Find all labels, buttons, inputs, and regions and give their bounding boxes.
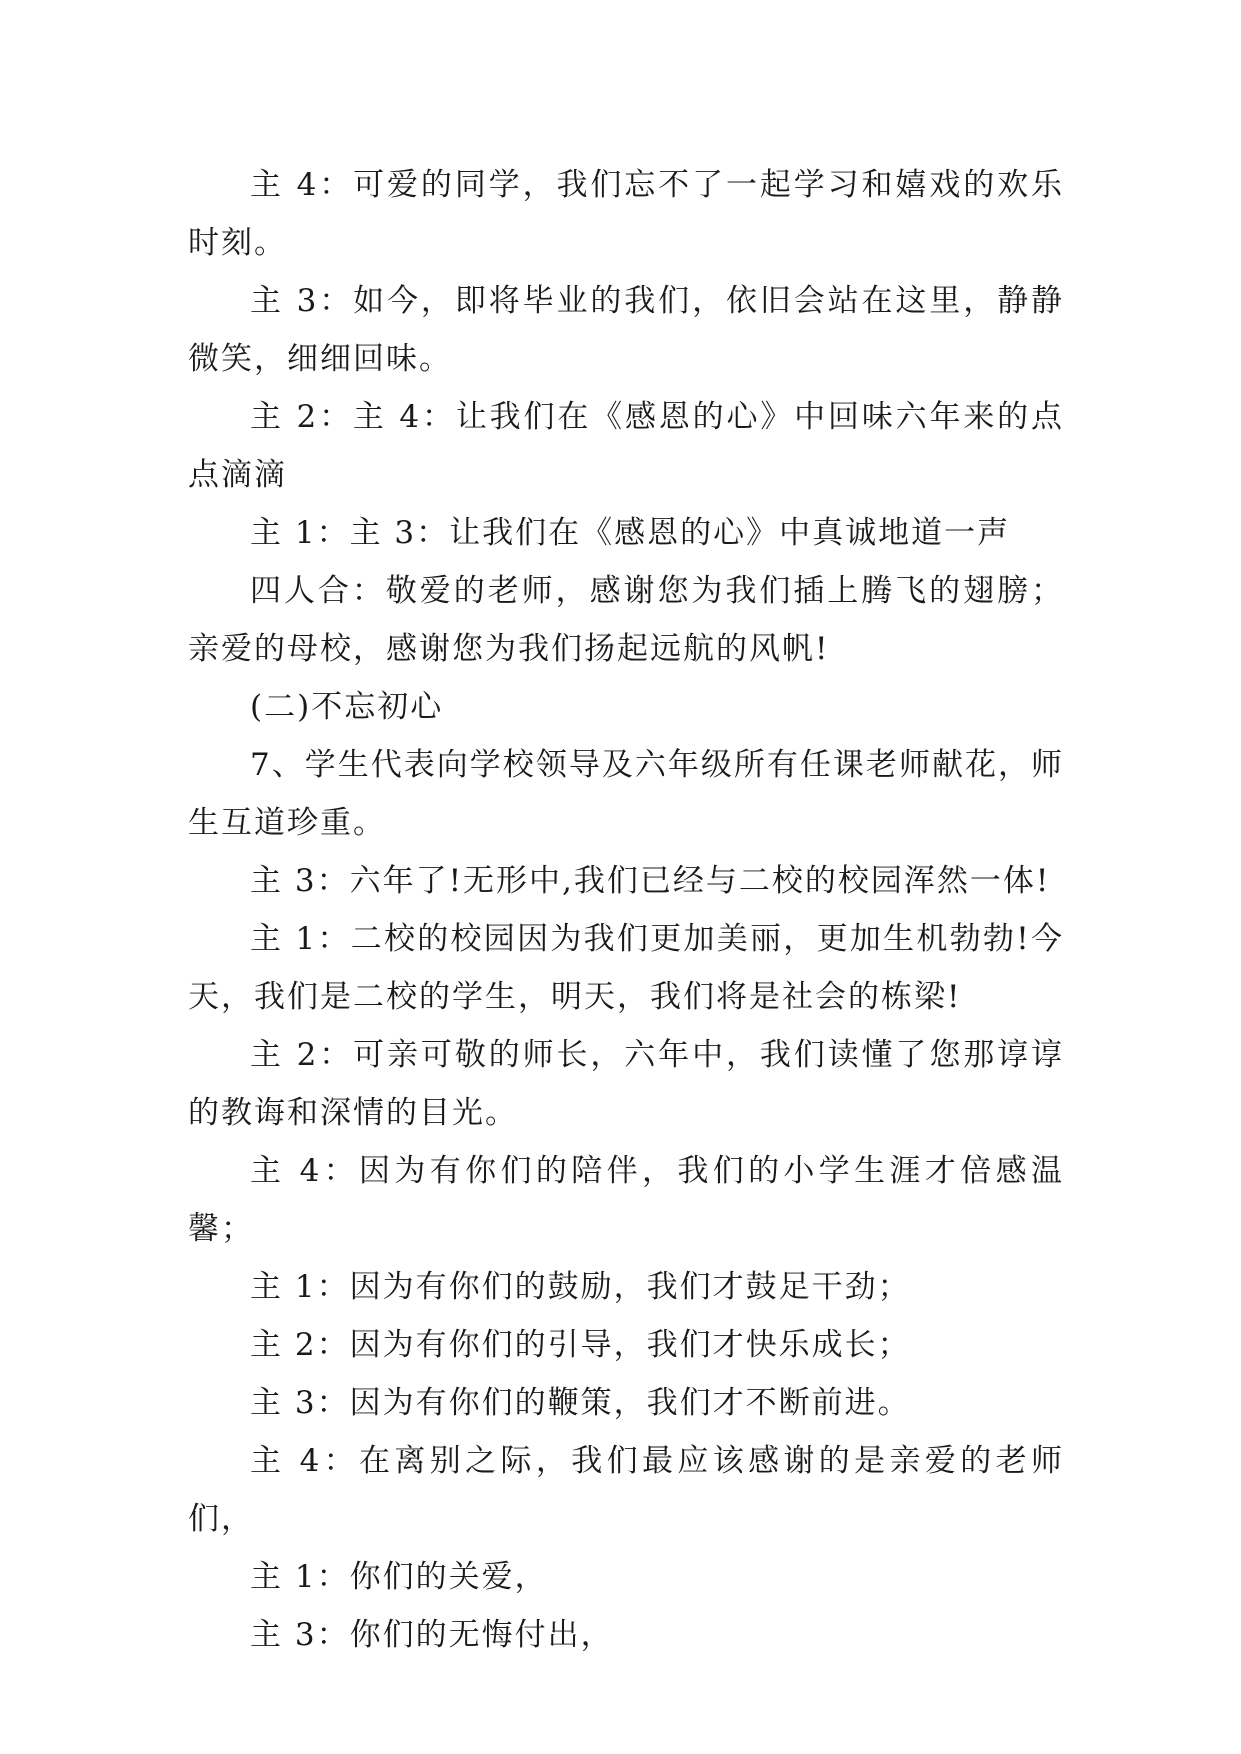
document-body <box>188 156 1064 1664</box>
paragraph-12: 主 1：因为有你们的鼓励，我们才鼓足干劲； <box>250 1269 911 1305</box>
paragraph-16: 主 1：你们的关爱， <box>250 1559 548 1595</box>
paragraph-5: 四人合：敬爱的老师，感谢您为我们插上腾飞的翅膀；亲爱的母校，感谢您为我们扬起远航的风帆! <box>188 573 1064 667</box>
paragraph-10: 主 2：可亲可敬的师长，六年中，我们读懂了您那谆谆的教诲和深情的目光。 <box>188 1037 1064 1131</box>
paragraph-1: 主 4：可爱的同学，我们忘不了一起学习和嬉戏的欢乐时刻。 <box>188 167 1064 261</box>
paragraph-8: 主 3：六年了!无形中,我们已经与二校的校园浑然一体! <box>250 863 1051 899</box>
paragraph-17: 主 3：你们的无悔付出， <box>250 1617 614 1653</box>
section-heading: (二)不忘初心 <box>250 689 444 725</box>
paragraph-13: 主 2：因为有你们的引导，我们才快乐成长； <box>250 1327 911 1363</box>
paragraph-2: 主 3：如今，即将毕业的我们，依旧会站在这里，静静微笑，细细回味。 <box>188 283 1064 377</box>
paragraph-4: 主 1：主 3：让我们在《感恩的心》中真诚地道一声 <box>250 515 1011 551</box>
paragraph-11: 主 4：因为有你们的陪伴，我们的小学生涯才倍感温馨； <box>188 1153 1064 1247</box>
paragraph-9: 主 1：二校的校园因为我们更加美丽，更加生机勃勃!今天，我们是二校的学生，明天，我们将是社会的栋梁! <box>188 921 1064 1015</box>
paragraph-3: 主 2：主 4：让我们在《感恩的心》中回味六年来的点点滴滴 <box>188 399 1064 493</box>
paragraph-15: 主 4：在离别之际，我们最应该感谢的是亲爱的老师们， <box>188 1443 1064 1537</box>
paragraph-14: 主 3：因为有你们的鞭策，我们才不断前进。 <box>250 1385 911 1421</box>
paragraph-7: 7、学生代表向学校领导及六年级所有任课老师献花，师生互道珍重。 <box>188 747 1064 841</box>
